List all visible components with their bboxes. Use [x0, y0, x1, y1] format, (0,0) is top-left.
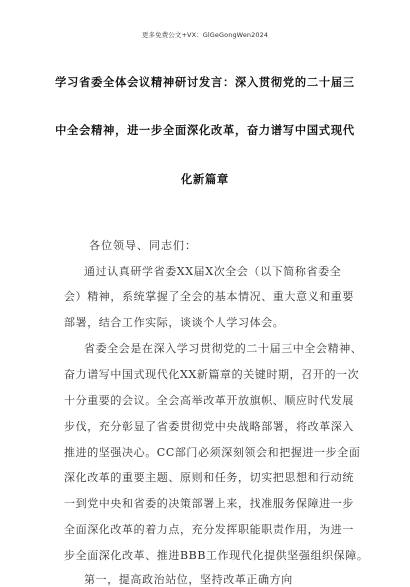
- body-text-line: 推进的坚强决心。CC部门必须深刻领会和把握进一步全面: [64, 446, 361, 459]
- salutation: 各位领导、同志们：: [89, 239, 197, 252]
- body-text-line: 会）精神，系统掌握了全会的基本情况、重大意义和重要: [64, 290, 354, 303]
- body-text-line: 奋力谱写中国式现代化XX新篇章的关键时期，召开的一次: [64, 368, 360, 381]
- body-text-line: 一到党中央和省委的决策部署上来，找准服务保障进一步: [64, 497, 354, 510]
- document-title-line-3: 化新篇章: [181, 173, 229, 186]
- section-heading: 第一，提高政治站位，坚持改革正确方向: [84, 573, 293, 586]
- body-text-line: 省委全会是在深入学习贯彻党的二十届三中全会精神、: [84, 342, 363, 355]
- body-text-line: 全面深化改革的着力点，充分发挥职能职责作用，为进一: [64, 523, 354, 536]
- document-title-line-1: 学习省委全体会议精神研讨发言：深入贯彻党的二十届三: [55, 76, 355, 89]
- body-text-line: 部署，结合工作实际，谈谈个人学习体会。: [64, 316, 285, 329]
- page-header: 更多免费公文+VX：GlGeGongWen2024: [141, 31, 269, 39]
- body-text-line: 十分重要的会议。全会高举改革开放旗帜、顺应时代发展: [64, 394, 354, 407]
- document-title-line-2: 中全会精神，进一步全面深化改革，奋力谱写中国式现代: [55, 124, 355, 137]
- body-text-line: 步全面深化改革、推进BBB工作现代化提供坚强组织保障。: [64, 549, 369, 562]
- body-text-line: 通过认真研学省委XX届X次全会（以下简称省委全: [84, 265, 342, 278]
- body-text-line: 深化改革的重要主题、原则和任务，切实把思想和行动统: [64, 471, 354, 484]
- body-text-line: 步伐，充分彰显了省委贯彻党中央战略部署，将改革深入: [64, 420, 354, 433]
